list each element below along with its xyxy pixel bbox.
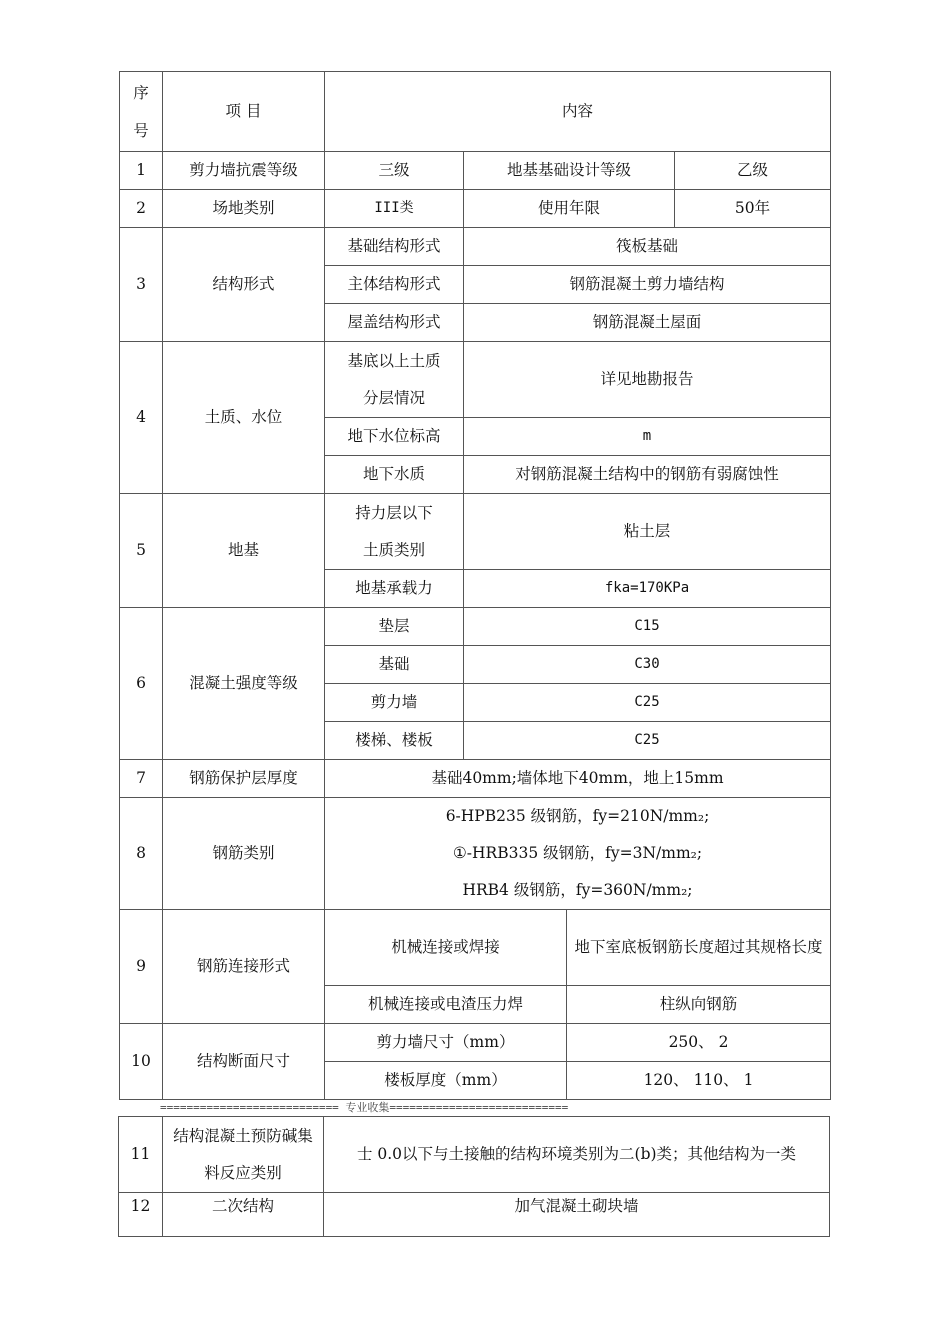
table-row bbox=[120, 190, 831, 228]
row-number: 5 bbox=[120, 494, 163, 608]
sub-label: 主体结构形式 bbox=[325, 266, 464, 304]
row-number: 11 bbox=[119, 1117, 163, 1193]
table-row bbox=[120, 910, 831, 986]
row-number: 8 bbox=[120, 798, 163, 910]
cell: 50年 bbox=[675, 190, 831, 228]
rebar-types-cell bbox=[325, 798, 831, 910]
sub-label: 楼板厚度（mm） bbox=[325, 1062, 567, 1100]
sub-value: m bbox=[464, 418, 831, 456]
sub-value: 粘土层 bbox=[464, 494, 831, 570]
sub-value: C25 bbox=[464, 684, 831, 722]
row-item: 钢筋连接形式 bbox=[163, 910, 325, 1024]
sub-label: 屋盖结构形式 bbox=[325, 304, 464, 342]
rebar-type-line: 6-HPB235 级钢筋，fy=210N/mm₂; bbox=[445, 807, 710, 825]
sub-label: 剪力墙 bbox=[325, 684, 464, 722]
sub-value: 250、 2 bbox=[567, 1024, 831, 1062]
engineering-summary-table bbox=[119, 71, 831, 1100]
row-number: 7 bbox=[120, 760, 163, 798]
cell: 三级 bbox=[325, 152, 464, 190]
sub-value: C15 bbox=[464, 608, 831, 646]
sub-value: 地下室底板钢筋长度超过其规格长度 bbox=[567, 910, 831, 986]
row-number: 1 bbox=[120, 152, 163, 190]
table-row bbox=[120, 798, 831, 910]
sub-label: 基础 bbox=[325, 646, 464, 684]
row-number: 9 bbox=[120, 910, 163, 1024]
table-row bbox=[120, 608, 831, 646]
section-separator: =========================== 专业收集=========================== bbox=[160, 1101, 569, 1114]
row-item: 土质、水位 bbox=[163, 342, 325, 494]
row-number: 2 bbox=[120, 190, 163, 228]
sub-value: 详见地勘报告 bbox=[464, 342, 831, 418]
row-item: 剪力墙抗震等级 bbox=[163, 152, 325, 190]
sub-value: 对钢筋混凝土结构中的钢筋有弱腐蚀性 bbox=[464, 456, 831, 494]
row-item: 混凝土强度等级 bbox=[163, 608, 325, 760]
row-item: 场地类别 bbox=[163, 190, 325, 228]
row-item: 钢筋保护层厚度 bbox=[163, 760, 325, 798]
header-seq: 序号 bbox=[120, 72, 163, 152]
row-number: 10 bbox=[120, 1024, 163, 1100]
row-item: 结构形式 bbox=[163, 228, 325, 342]
engineering-summary-table-continued bbox=[118, 1116, 830, 1237]
row-item: 二次结构 bbox=[163, 1193, 324, 1237]
row-number: 4 bbox=[120, 342, 163, 494]
table-row bbox=[120, 1024, 831, 1062]
sub-label: 机械连接或电渣压力焊 bbox=[325, 986, 567, 1024]
header-item: 项 目 bbox=[163, 72, 325, 152]
sub-value: 柱纵向钢筋 bbox=[567, 986, 831, 1024]
sub-label: 剪力墙尺寸（mm） bbox=[325, 1024, 567, 1062]
rebar-type-line: ①-HRB335 级钢筋，fy=3N/mm₂; bbox=[452, 844, 703, 862]
rebar-type-line: HRB4 级钢筋，fy=360N/mm₂; bbox=[462, 881, 693, 899]
sub-label: 垫层 bbox=[325, 608, 464, 646]
sub-value: C25 bbox=[464, 722, 831, 760]
table-row bbox=[120, 342, 831, 418]
row-item: 钢筋类别 bbox=[163, 798, 325, 910]
sub-label: 持力层以下土质类别 bbox=[325, 494, 464, 570]
sub-label: 基础结构形式 bbox=[325, 228, 464, 266]
cell: 地基基础设计等级 bbox=[464, 152, 675, 190]
row-item: 地基 bbox=[163, 494, 325, 608]
cell: III类 bbox=[325, 190, 464, 228]
sub-value: 120、 110、 1 bbox=[567, 1062, 831, 1100]
table-row bbox=[120, 228, 831, 266]
sub-label: 地下水质 bbox=[325, 456, 464, 494]
table-row bbox=[120, 760, 831, 798]
cell: 使用年限 bbox=[464, 190, 675, 228]
sub-label: 地下水位标高 bbox=[325, 418, 464, 456]
table-row bbox=[119, 1117, 830, 1193]
row-item: 结构混凝土预防碱集料反应类别 bbox=[163, 1117, 324, 1193]
row-item: 结构断面尺寸 bbox=[163, 1024, 325, 1100]
cell: 基础40mm;墙体地下40mm，地上15mm bbox=[325, 760, 831, 798]
table-row bbox=[119, 1193, 830, 1237]
sub-label: 基底以上土质分层情况 bbox=[325, 342, 464, 418]
sub-value: 钢筋混凝土剪力墙结构 bbox=[464, 266, 831, 304]
sub-value: 钢筋混凝土屋面 bbox=[464, 304, 831, 342]
header-content: 内容 bbox=[325, 72, 831, 152]
sub-label: 机械连接或焊接 bbox=[325, 910, 567, 986]
sub-label: 地基承载力 bbox=[325, 570, 464, 608]
sub-value: C30 bbox=[464, 646, 831, 684]
cell: 士 0.0以下与土接触的结构环境类别为二(b)类；其他结构为一类 bbox=[324, 1117, 830, 1193]
table-row bbox=[120, 152, 831, 190]
cell: 加气混凝土砌块墙 bbox=[324, 1193, 830, 1237]
sub-label: 楼梯、楼板 bbox=[325, 722, 464, 760]
sub-value: 筏板基础 bbox=[464, 228, 831, 266]
table-header-row bbox=[120, 72, 831, 152]
table-row bbox=[120, 494, 831, 570]
cell: 乙级 bbox=[675, 152, 831, 190]
row-number: 12 bbox=[119, 1193, 163, 1237]
row-number: 3 bbox=[120, 228, 163, 342]
sub-value: fka=170KPa bbox=[464, 570, 831, 608]
row-number: 6 bbox=[120, 608, 163, 760]
